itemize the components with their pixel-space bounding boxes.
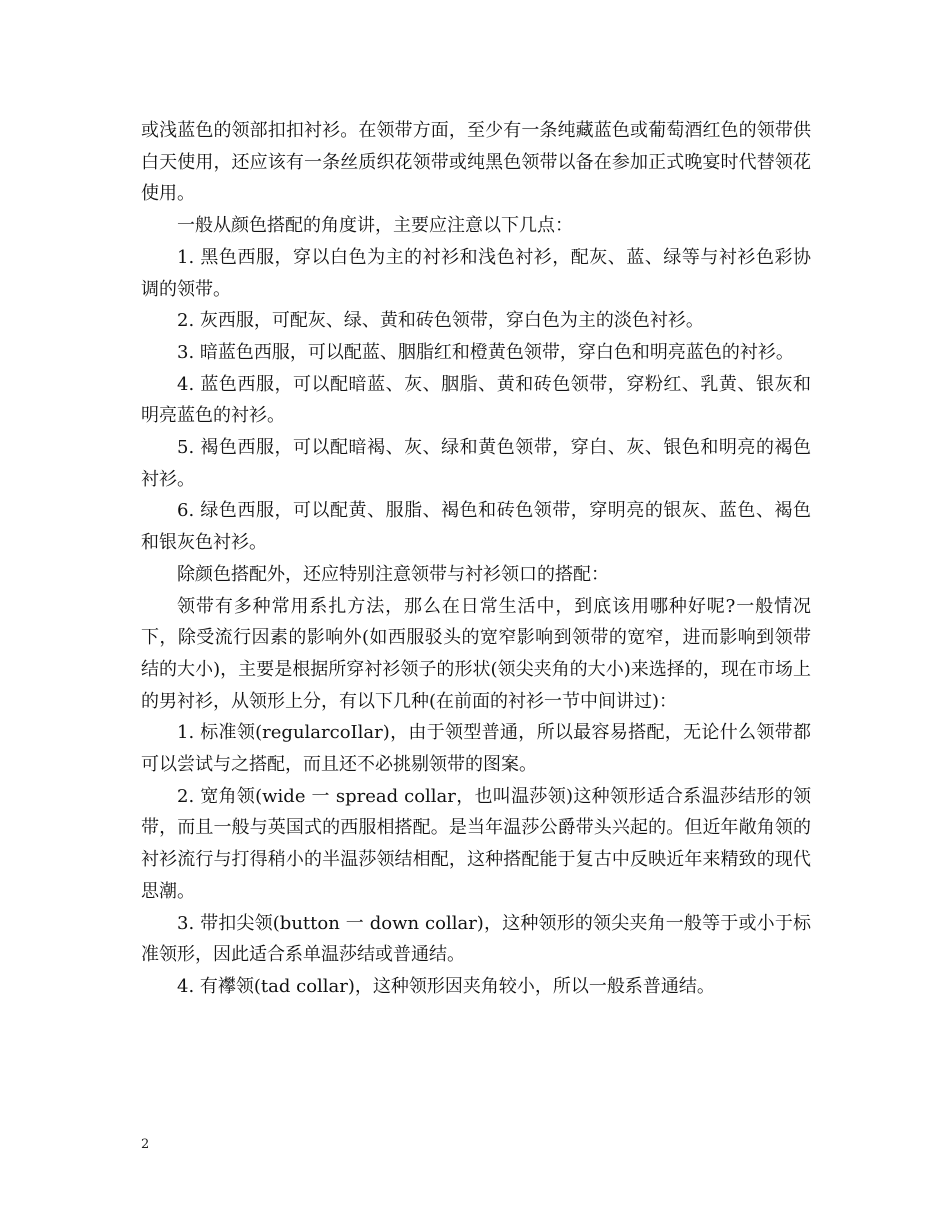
list-item: 4. 有襻领(tad collar)，这种领形因夹角较小，所以一般系普通结。 [177,975,715,997]
page-number: 2 [141,1137,150,1152]
paragraph: 或浅蓝色的领部扣扣衬衫。在领带方面，至少有一条纯藏蓝色或葡萄酒红色的领带供白天使用，还应该有一条丝质织花领带或纯黑色领带以备在参加正式晚宴时代替领花使用。 [141,120,811,205]
list-item: 5. 褐色西服，可以配暗褐、灰、绿和黄色领带，穿白、灰、银色和明亮的褐色衬衫。 [141,437,811,490]
paragraph: 一般从颜色搭配的角度讲，主要应注意以下几点： [177,215,573,237]
list-item: 1. 标准领(regularcoIlar)，由于领型普通，所以最容易搭配，无论什么领带都可以尝试与之搭配，而且还不必挑剔领带的图案。 [141,722,811,776]
list-item: 3. 暗蓝色西服，可以配蓝、胭脂红和橙黄色领带，穿白色和明亮蓝色的衬衫。 [177,341,794,363]
paragraph: 除颜色搭配外，还应特别注意领带与衬衫领口的搭配： [177,563,609,585]
list-item: 3. 带扣尖领(button 一 down collar)，这种领形的领尖夹角一般等于或小于标准领形，因此适合系单温莎结或普通结。 [141,912,811,966]
list-item: 6. 绿色西服，可以配黄、服脂、褐色和砖色领带，穿明亮的银灰、蓝色、褐色和银灰色衬衫。 [141,500,811,554]
body-text [141,115,811,1003]
list-item: 2. 灰西服，可配灰、绿、黄和砖色领带，穿白色为主的淡色衬衫。 [177,310,704,332]
paragraph: 领带有多种常用系扎方法，那么在日常生活中，到底该用哪种好呢?一般情况下，除受流行因素的影响外(如西服驳头的宽窄影响到领带的宽窄，进而影响到领带结的大小)，主要是根据所穿衬衫领子的形状(领尖夹角的大小)来选择的，现在市场上的男衬衫，从领形上分，有以下几种(在前面的衬衫一节中间讲过)： [141,595,811,712]
list-item: 1. 黑色西服，穿以白色为主的衬衫和浅色衬衫，配灰、蓝、绿等与衬衫色彩协调的领带。 [141,246,811,300]
list-item: 4. 蓝色西服，可以配暗蓝、灰、胭脂、黄和砖色领带，穿粉红、乳黄、银灰和明亮蓝色的衬衫。 [141,373,811,427]
list-item: 2. 宽角领(wide 一 spread collar，也叫温莎领)这种领形适合系温莎结形的领带，而且一般与英国式的西服相搭配。是当年温莎公爵带头兴起的。但近年敞角领的衬衫流行与打得稍小的半温莎领结相配，这种搭配能于复古中反映近年来精致的现代思潮。 [141,785,811,902]
